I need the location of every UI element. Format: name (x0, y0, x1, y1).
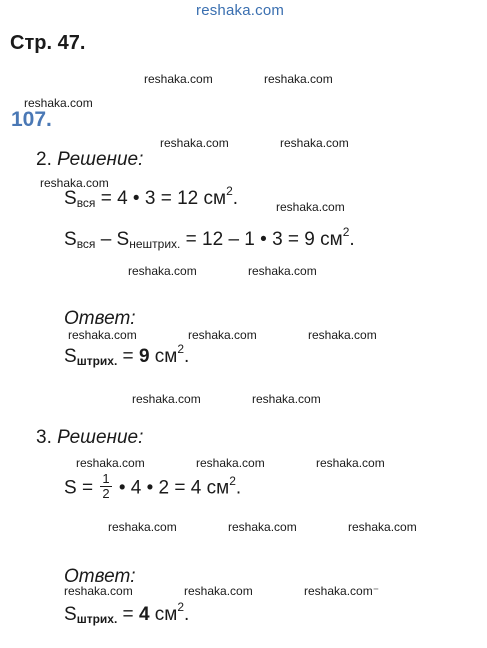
equals: = (117, 604, 139, 625)
subscript: нештрих. (129, 237, 181, 251)
answer-label: Ответ: (64, 566, 136, 587)
watermark: reshaka.com (196, 456, 265, 470)
period: . (184, 604, 190, 625)
unit: см (149, 604, 178, 625)
symbol-s: S (64, 346, 77, 367)
period: . (184, 346, 190, 367)
watermark: reshaka.com (144, 72, 213, 86)
unit: см (149, 346, 178, 367)
period: . (235, 477, 242, 499)
superscript: 2 (226, 184, 233, 198)
minus-s: – S (95, 229, 130, 250)
answer-value: 9 (138, 346, 150, 367)
watermark: reshaka.com (228, 520, 297, 534)
watermark: reshaka.com (132, 392, 201, 406)
watermark: reshaka.com (160, 136, 229, 150)
superscript: 2 (229, 473, 236, 488)
watermark: reshaka.com (64, 584, 133, 598)
equation-total-area (64, 184, 239, 210)
watermark: reshaka.com (248, 264, 317, 278)
symbol-s: S (64, 604, 77, 625)
answer-value: 4 (138, 604, 150, 625)
lhs: S = (64, 477, 99, 499)
period: . (232, 188, 239, 209)
watermark: reshaka.com (348, 520, 417, 534)
superscript: 2 (342, 225, 350, 239)
expression: = 12 – 1 • 3 = 9 см (180, 229, 343, 250)
watermark: reshaka.com (40, 176, 109, 190)
section-label: Решение: (57, 149, 144, 170)
site-header-watermark: reshaka.com (196, 2, 285, 19)
symbol-s: S (64, 188, 77, 209)
symbol-s: S (64, 229, 77, 250)
watermark: reshaka.com (68, 328, 137, 342)
watermark: reshaka.com (280, 136, 349, 150)
watermark: reshaka.com (316, 456, 385, 470)
subscript: штрих. (76, 354, 118, 368)
equation-shaded-area (64, 225, 355, 251)
expression: = 4 • 3 = 12 см (95, 188, 227, 209)
fraction-denominator: 2 (102, 486, 110, 501)
section-label: Решение: (57, 427, 144, 448)
period: . (349, 229, 355, 250)
watermark: reshaka.com⁻ (304, 584, 380, 598)
section-number: 3. (36, 427, 52, 448)
section-2-heading (36, 149, 143, 171)
watermark: reshaka.com (308, 328, 377, 342)
watermark: reshaka.com (184, 584, 253, 598)
watermark: reshaka.com (108, 520, 177, 534)
fraction-numerator: 1 (102, 471, 110, 486)
subscript: вся (76, 237, 96, 251)
section-3-heading (36, 427, 143, 449)
expression: • 4 • 2 = 4 см (113, 477, 230, 499)
watermark: reshaka.com (276, 200, 345, 214)
answer-2 (64, 342, 190, 368)
page-label: Стр. 47. (10, 32, 86, 54)
task-number: 107. (11, 108, 52, 131)
superscript: 2 (177, 600, 185, 614)
watermark: reshaka.com (252, 392, 321, 406)
watermark: reshaka.com (128, 264, 197, 278)
equation-triangle-area (64, 471, 242, 503)
answer-3 (64, 600, 190, 626)
equals: = (117, 346, 139, 367)
watermark: reshaka.com (24, 96, 93, 110)
fraction (100, 472, 111, 501)
watermark: reshaka.com (264, 72, 333, 86)
subscript: вся (76, 196, 96, 210)
watermark: reshaka.com (76, 456, 145, 470)
superscript: 2 (177, 342, 185, 356)
subscript: штрих. (76, 612, 118, 626)
watermark: reshaka.com (188, 328, 257, 342)
answer-label: Ответ: (64, 308, 136, 329)
section-number: 2. (36, 149, 52, 170)
